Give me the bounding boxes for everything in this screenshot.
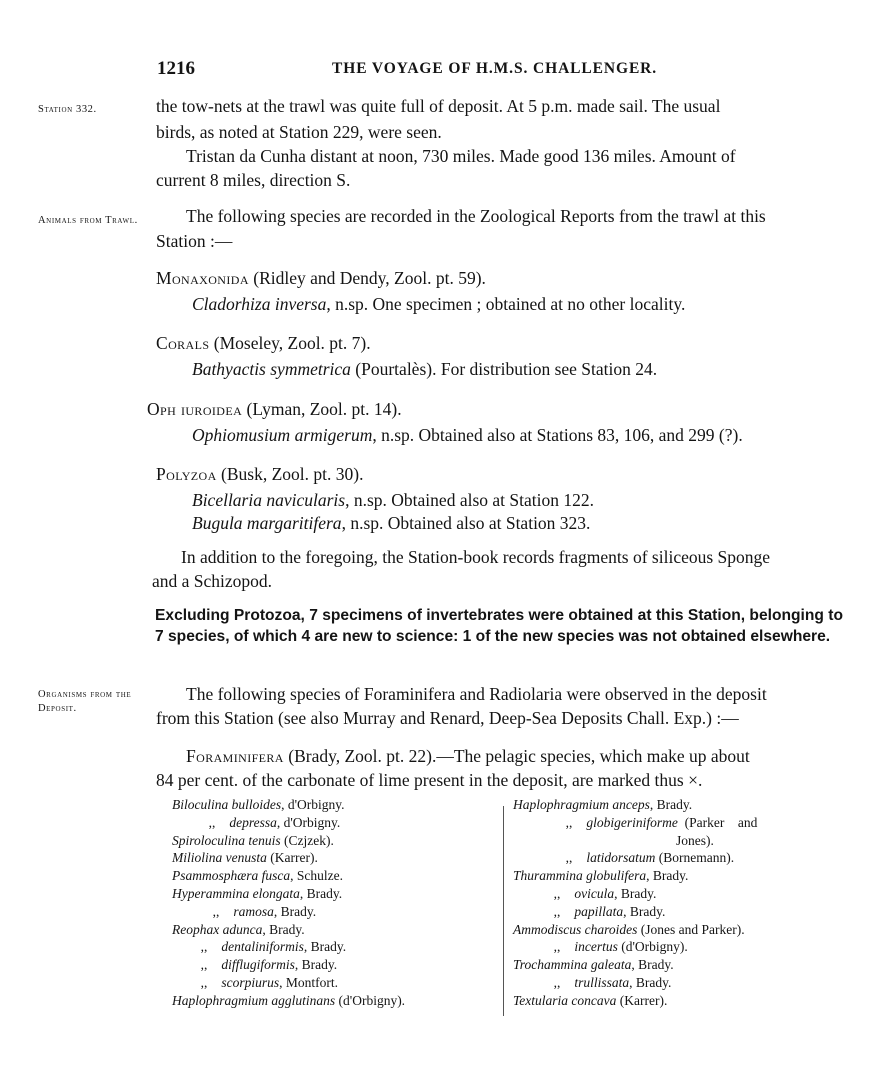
list-item: [513, 849, 757, 867]
deposit-intro-line-1: The following species of Foraminifera and Radiolaria were observed in the deposit: [186, 684, 767, 704]
species-author: , Brady.: [629, 974, 672, 990]
species-author: , Brady.: [273, 903, 317, 919]
species-name: Textularia concava: [513, 992, 617, 1008]
group-name: Foraminifera: [186, 746, 284, 766]
group-ref: (Ridley and Dendy, Zool. pt. 59).: [248, 268, 486, 288]
list-item: [513, 814, 757, 832]
species-name: Ammodiscus charoides: [513, 921, 638, 937]
intro-line-3: Tristan da Cunha distant at noon, 730 miles. Made good 136 miles. Amount of: [186, 146, 736, 166]
species-list-right: [513, 796, 757, 1010]
list-item: [172, 974, 405, 992]
list-item: [172, 903, 405, 921]
species-author: , Brady.: [623, 903, 666, 919]
species-author: , d'Orbigny.: [281, 797, 345, 812]
species-list-left: [172, 796, 405, 1010]
species-intro-line-1: The following species are recorded in the Zoological Reports from the trawl at this: [186, 206, 766, 226]
list-item: [513, 903, 757, 921]
intro-line-4: current 8 miles, direction S.: [156, 170, 351, 190]
species-note: , n.sp. One specimen ; obtained at no other locality.: [326, 294, 686, 314]
species-name: Bathyactis symmetrica: [192, 359, 351, 379]
addition-line-1: In addition to the foregoing, the Station-book records fragments of siliceous Sponge: [181, 547, 771, 567]
list-item: [513, 885, 757, 903]
foraminifera-line-2: 84 per cent. of the carbonate of lime present in the deposit, are marked thus ×.: [156, 770, 703, 790]
list-item: [513, 956, 757, 974]
species-author: (d'Orbigny).: [617, 939, 688, 955]
column-divider: [503, 806, 504, 1016]
species-name: Bicellaria navicularis: [192, 490, 346, 510]
species-name: trullissata: [574, 974, 630, 990]
margin-note-animals: Animals from Trawl.: [38, 215, 138, 226]
species-name: dentaliniformis: [221, 939, 304, 955]
margin-note-organisms: Organisms from the Deposit.: [38, 689, 132, 714]
species-note: , n.sp. Obtained also at Stations 83, 106, and 299 (?).: [372, 425, 743, 445]
species-author: (Karrer).: [266, 850, 318, 866]
ditto-mark: ,,: [200, 974, 208, 990]
species-author: (Karrer).: [616, 992, 668, 1008]
intro-line-2: birds, as noted at Station 229, were seen.: [156, 122, 442, 142]
group-name: Monaxonida: [156, 268, 249, 288]
species-author: , Brady.: [614, 885, 657, 901]
species-author: , Brady.: [646, 868, 689, 884]
ditto-mark: ,,: [565, 814, 573, 830]
ditto-mark: ,,: [208, 814, 216, 830]
list-item: [172, 832, 405, 850]
summary-paragraph: Excluding Protozoa, 7 specimens of invertebrates were obtained at this Station, belonging to 7 species, of which 4 are new to science: 1 of the new species was not obtained elsewhere.: [155, 607, 843, 645]
species-author: , Brady.: [303, 939, 347, 955]
ditto-mark: ,,: [200, 939, 208, 955]
group-polyzoa: [156, 463, 363, 485]
species-author: , d'Orbigny.: [276, 814, 341, 830]
list-item: [172, 992, 405, 1010]
species-name: papillata: [574, 903, 624, 919]
ditto-mark: ,,: [553, 903, 561, 919]
species-name: scorpiurus: [221, 974, 280, 990]
species-author: , Brady.: [262, 921, 305, 937]
species-author: (Czjzek).: [280, 832, 334, 848]
list-item: [513, 938, 757, 956]
page-number: 1216: [157, 58, 195, 79]
ditto-mark: ,,: [553, 974, 561, 990]
species-name: Reophax adunca: [172, 921, 263, 937]
ditto-mark: ,,: [212, 903, 220, 919]
list-item: [172, 956, 405, 974]
list-item: [513, 921, 757, 939]
species-name: Hyperammina elongata: [172, 885, 300, 901]
group-ref: (Lyman, Zool. pt. 14).: [242, 399, 402, 419]
foraminifera-line-1: [186, 745, 750, 767]
species-author: , Schulze.: [290, 868, 344, 884]
ditto-mark: ,,: [200, 957, 208, 973]
group-monaxonida: [156, 267, 486, 289]
species-name: Haplophragmium agglutinans: [172, 992, 336, 1008]
group-name: Polyzoa: [156, 464, 217, 484]
list-item: [513, 832, 757, 850]
species-name: Cladorhiza inversa: [192, 294, 327, 314]
species-author: Jones).: [676, 832, 714, 848]
species-name: Psammosphæra fusca: [172, 868, 291, 884]
species-intro-line-2: Station :—: [156, 231, 233, 251]
intro-line-1: the tow-nets at the trawl was quite full of deposit. At 5 p.m. made sail. The usual: [156, 96, 721, 116]
list-item: [513, 867, 757, 885]
species-entry: [192, 512, 590, 534]
list-item: [172, 814, 405, 832]
species-author: (d'Orbigny).: [335, 992, 406, 1008]
running-title: THE VOYAGE OF H.M.S. CHALLENGER.: [332, 60, 658, 77]
species-name: latidorsatum: [586, 850, 656, 866]
species-name: ovicula: [574, 885, 615, 901]
group-corals: [156, 332, 371, 354]
list-item: [513, 974, 757, 992]
species-name: ramosa: [233, 903, 274, 919]
species-author: , Brady.: [649, 797, 693, 812]
species-name: Biloculina bulloides: [172, 797, 282, 812]
species-author: , Montfort.: [279, 974, 339, 990]
group-ref: (Busk, Zool. pt. 30).: [216, 464, 364, 484]
species-name: globigeriniforme: [586, 814, 678, 830]
list-item: [172, 938, 405, 956]
group-ophiuroidea: [147, 398, 402, 420]
species-name: depressa: [229, 814, 277, 830]
species-author: , Brady.: [299, 885, 343, 901]
species-entry: [192, 293, 685, 315]
species-entry: [192, 424, 743, 446]
foraminifera-ref: (Brady, Zool. pt. 22).—The pelagic species, which make up about: [283, 746, 750, 766]
list-item: [172, 921, 405, 939]
list-item: [513, 992, 757, 1010]
species-name: Trochammina galeata: [513, 957, 632, 973]
species-author: (Jones and Parker).: [637, 921, 745, 937]
ditto-mark: ,,: [565, 850, 573, 866]
species-entry: [192, 358, 657, 380]
margin-note-station: Station 332.: [38, 104, 97, 115]
list-item: [172, 867, 405, 885]
species-name: Haplophragmium anceps: [513, 797, 650, 812]
deposit-intro-line-2: from this Station (see also Murray and Renard, Deep-Sea Deposits Chall. Exp.) :—: [156, 708, 739, 728]
species-author: , Brady.: [631, 957, 674, 973]
species-name: difflugiformis: [221, 957, 295, 973]
list-item: [172, 885, 405, 903]
group-name: Corals: [156, 333, 210, 353]
species-author: , Brady.: [294, 957, 338, 973]
species-note: , n.sp. Obtained also at Station 122.: [345, 490, 594, 510]
species-name: Ophiomusium armigerum: [192, 425, 373, 445]
list-item: [172, 796, 405, 814]
ditto-mark: ,,: [553, 885, 561, 901]
list-item: [513, 796, 757, 814]
species-note: , n.sp. Obtained also at Station 323.: [341, 513, 591, 533]
species-name: Thurammina globulifera: [513, 868, 647, 884]
group-name: Oph iuroidea: [147, 399, 243, 419]
ditto-mark: ,,: [553, 939, 561, 955]
species-entry: [192, 489, 594, 511]
species-name: Miliolina venusta: [172, 850, 267, 866]
species-author: (Bornemann).: [655, 850, 735, 866]
addition-line-2: and a Schizopod.: [152, 571, 273, 591]
species-note: (Pourtalès). For distribution see Station 24.: [350, 359, 658, 379]
species-name: Bugula margaritifera: [192, 513, 342, 533]
group-ref: (Moseley, Zool. pt. 7).: [209, 333, 371, 353]
species-name: Spiroloculina tenuis: [172, 832, 281, 848]
list-item: [172, 849, 405, 867]
species-name: incertus: [574, 939, 618, 955]
species-author: (Parker and: [677, 814, 758, 830]
